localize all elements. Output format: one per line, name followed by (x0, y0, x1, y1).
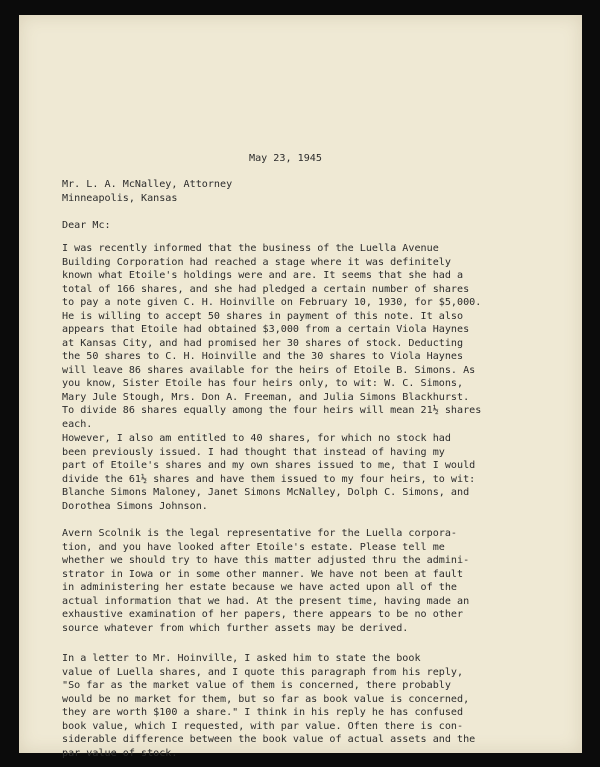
body-paragraph (62, 527, 469, 635)
body-line: to pay a note given C. H. Hoinville on February 10, 1930, for $5,000. (62, 297, 482, 308)
body-line: par value of stock. (62, 747, 178, 759)
body-line: divide the 61½ shares and have them issued to my four heirs, to wit: (62, 473, 476, 485)
body-line: In a letter to Mr. Hoinville, I asked him to state the book (62, 653, 421, 664)
body-line: exhaustive examination of her papers, there appears to be no other (62, 609, 464, 620)
body-line: siderable difference between the book value of actual assets and the (62, 734, 476, 745)
body-line: part of Etoile's shares and my own shares issued to me, that I would (62, 460, 476, 471)
body-line: the 50 shares to C. H. Hoinville and the 30 shares to Viola Haynes (62, 351, 464, 362)
body-line: source whatever from which further assets may be derived. (62, 622, 409, 634)
body-line: Mary Jule Stough, Mrs. Don A. Freeman, and Julia Simons Blackhurst. (62, 391, 470, 403)
body-line: actual information that we had. At the present time, having made an (62, 595, 470, 607)
body-line: Dorothea Simons Johnson. (62, 500, 208, 512)
body-line: tion, and you have looked after Etoile's estate. Please tell me (62, 541, 445, 553)
body-line: Blanche Simons Maloney, Janet Simons McNalley, Dolph C. Simons, and (62, 487, 470, 498)
body-paragraph (62, 652, 475, 760)
body-line: "So far as the market value of them is concerned, there probably (62, 680, 451, 691)
body-line: total of 166 shares, and she had pledged a certain number of shares (62, 283, 470, 295)
body-line: strator in Iowa or in some other manner. We have not been at fault (62, 568, 464, 580)
body-line: they are worth $100 a share." I think in his reply he has confused (62, 707, 464, 718)
body-line: value of Luella shares, and I quote this paragraph from his reply, (62, 666, 464, 678)
body-line: would be no market for them, but so far as book value is concerned, (62, 693, 470, 705)
addressee-line: Mr. L. A. McNalley, Attorney (62, 179, 233, 190)
addressee-line: Minneapolis, Kansas (62, 192, 178, 204)
body-line: in administering her estate because we have acted upon all of the (62, 582, 458, 593)
body-line: He is willing to accept 50 shares in payment of this note. It also (62, 310, 464, 322)
body-paragraph (62, 432, 475, 513)
body-paragraph (62, 242, 481, 431)
body-line: appears that Etoile had obtained $3,000 from a certain Viola Haynes (62, 324, 470, 335)
body-line: book value, which I requested, with par value. Often there is con- (62, 720, 464, 732)
body-line: will leave 86 shares available for the heirs of Etoile B. Simons. As (62, 364, 476, 376)
body-line: Building Corporation had reached a stage where it was definitely (62, 256, 451, 268)
body-line: However, I also am entitled to 40 shares, for which no stock had (62, 433, 451, 444)
body-line: whether we should try to have this matter adjusted thru the admini- (62, 555, 470, 566)
salutation: Dear Mc: (62, 220, 111, 231)
body-line: you know, Sister Etoile has four heirs only, to wit: W. C. Simons, (62, 378, 464, 389)
body-line: To divide 86 shares equally among the four heirs will mean 21½ shares (62, 405, 482, 416)
body-line: known what Etoile's holdings were and are. It seems that she had a (62, 270, 464, 281)
body-line: at Kansas City, and had promised her 30 shares of stock. Deducting (62, 337, 464, 349)
letter-date: May 23, 1945 (249, 153, 322, 164)
body-line: Avern Scolnik is the legal representative for the Luella corpora- (62, 528, 458, 539)
body-line: been previously issued. I had thought that instead of having my (62, 446, 445, 458)
body-line: each. (62, 418, 93, 430)
addressee-block (62, 178, 232, 205)
body-line: I was recently informed that the business of the Luella Avenue (62, 243, 439, 254)
